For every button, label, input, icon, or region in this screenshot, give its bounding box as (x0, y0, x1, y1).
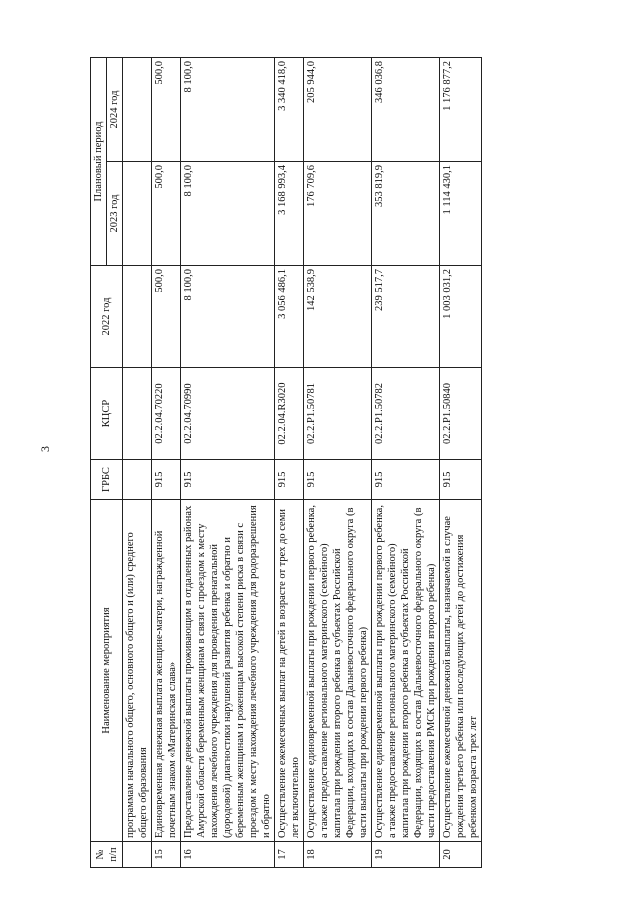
cell-grbs: 915 (275, 460, 304, 500)
cell-y2022: 500,0 (152, 266, 181, 368)
cell-name: Предоставление денежной выплаты проживающим в отдаленных районах Амурской области беременным женщинам в связи с проездом к месту нахождения лечебного учреждения для проведения пренатальной (дородовой) диагностики нарушений развития ребенка и обратно и беременным женщинам и роженицам высокой степени риска в связи с проездом к месту нахождения лечебного учреждения для родоразрешения и обратно (181, 500, 275, 842)
cell-y2023: 500,0 (152, 162, 181, 266)
cell-y2023: 353 819,9 (372, 162, 440, 266)
cell-name: Единовременная денежная выплата женщине-матери, награжденной почетным знаком «Материнская слава» (152, 500, 181, 842)
table-row (304, 58, 372, 868)
cell-no: 20 (440, 842, 482, 868)
cell-grbs: 915 (181, 460, 275, 500)
cell-y2024: 8 100,0 (181, 58, 275, 162)
cell-no: 18 (304, 842, 372, 868)
header-no: № п/п (91, 842, 123, 868)
header-2022: 2022 год (91, 266, 123, 368)
table-row (181, 58, 275, 868)
cell-y2022: 142 538,9 (304, 266, 372, 368)
cell-no: 19 (372, 842, 440, 868)
header-kcsr: КЦСР (91, 368, 123, 460)
cell-grbs: 915 (152, 460, 181, 500)
cell-name: Осуществление единовременной выплаты при рождении первого ребенка, а также предоставление регионального материнского (семейного) капитала при рождении второго ребенка в субъектах Российской Федерации, входящих в состав Дальневосточного федерального округа (в части выплаты при рождении первого ребенка) (304, 500, 372, 842)
cell-kcsr: 02.2.04.70990 (181, 368, 275, 460)
cell-y2023: 176 709,6 (304, 162, 372, 266)
page-number: 3 (38, 446, 52, 452)
cell-kcsr: 02.2.P1.50781 (304, 368, 372, 460)
cell-name: Осуществление ежемесячных выплат на детей в возрасте от трех до семи лет включительно (275, 500, 304, 842)
cell-name: Осуществление ежемесячной денежной выплаты, назначаемой в случае рождения третьего ребенка или последующих детей до достижения ребенком возраста трех лет (440, 500, 482, 842)
cell-y2023: 8 100,0 (181, 162, 275, 266)
cell-y2022: 8 100,0 (181, 266, 275, 368)
header-2023: 2023 год (107, 162, 123, 266)
cell-no: 15 (152, 842, 181, 868)
cell-y2023: 3 168 993,4 (275, 162, 304, 266)
budget-table (90, 57, 482, 868)
cell-grbs: 915 (440, 460, 482, 500)
cell-y2022: 1 003 031,2 (440, 266, 482, 368)
cell-kcsr: 02.2.04.R3020 (275, 368, 304, 460)
cell-kcsr: 02.2.04.70220 (152, 368, 181, 460)
cell-y2022: 3 056 486,1 (275, 266, 304, 368)
header-grbs: ГРБС (91, 460, 123, 500)
cell-y2023: 1 114 430,1 (440, 162, 482, 266)
cell-no: 16 (181, 842, 275, 868)
table-row (275, 58, 304, 868)
table-row (152, 58, 181, 868)
rotated-page (90, 58, 610, 868)
header-name: Наименование мероприятия (91, 500, 123, 842)
cell-no: 17 (275, 842, 304, 868)
cell-grbs: 915 (372, 460, 440, 500)
header-2024: 2024 год (107, 58, 123, 162)
cell-name: Осуществление единовременной выплаты при рождении первого ребенка, а также предоставление регионального материнского (семейного) капитала при рождении второго ребенка в субъектах Российской Федерации, входящих в состав Дальневосточного федерального округа (в части предоставления РМСК при рождении второго ребенка) (372, 500, 440, 842)
cell-grbs: 915 (304, 460, 372, 500)
header-row (91, 58, 107, 868)
cell-y2024: 1 176 877,2 (440, 58, 482, 162)
cell-kcsr: 02.2.P1.50840 (440, 368, 482, 460)
header-plan-period: Плановый период (91, 58, 107, 266)
cell-y2022: 239 517,7 (372, 266, 440, 368)
continuation-text: программам начального общего, основного общего и (или) среднего общего образования (123, 500, 152, 842)
continuation-row (123, 58, 152, 868)
cell-y2024: 205 944,0 (304, 58, 372, 162)
cell-kcsr: 02.2.P1.50782 (372, 368, 440, 460)
table-row (440, 58, 482, 868)
table-row (372, 58, 440, 868)
cell-y2024: 3 340 418,0 (275, 58, 304, 162)
cell-y2024: 500,0 (152, 58, 181, 162)
cell-y2024: 346 036,8 (372, 58, 440, 162)
